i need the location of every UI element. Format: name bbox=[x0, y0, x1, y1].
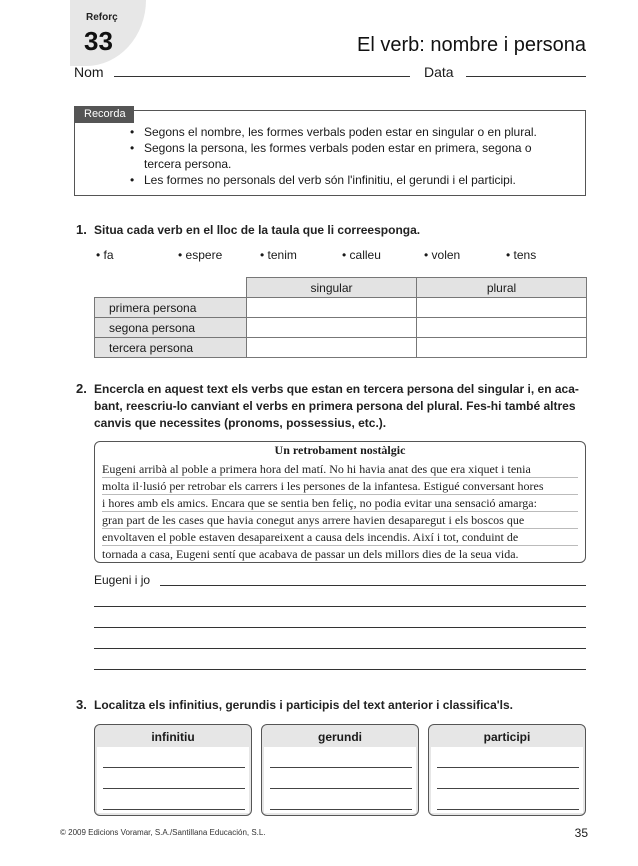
copyright: © 2009 Edicions Voramar, S.A./Santillana Educación, S.L. bbox=[60, 828, 266, 837]
recorda-item: • Segons el nombre, les formes verbals poden estar en singular o en plural. bbox=[130, 124, 570, 140]
recorda-list bbox=[130, 124, 570, 188]
date-field[interactable] bbox=[466, 76, 586, 77]
reading-line: Eugeni arribà al poble a primera hora del matí. No hi havia anat des que era xiquet i tenia bbox=[102, 461, 578, 478]
page-title: El verb: nombre i persona bbox=[356, 34, 586, 56]
write-prefix: Eugeni i jo bbox=[94, 573, 151, 587]
name-label: Nom bbox=[74, 64, 104, 80]
answer-line[interactable] bbox=[103, 788, 245, 789]
recorda-item: • Segons la persona, les formes verbals poden estar en primera, segona o tercera persona. bbox=[130, 140, 570, 172]
answer-line[interactable] bbox=[437, 788, 579, 789]
chapter-label: Reforç bbox=[86, 12, 118, 23]
answer-line[interactable] bbox=[270, 809, 412, 810]
conjugation-table bbox=[94, 277, 587, 358]
category-header: gerundi bbox=[318, 730, 362, 744]
recorda-item: • Les formes no personals del verb són l'infinitiu, el gerundi i el participi. bbox=[130, 172, 570, 188]
exercise-2-instruction bbox=[94, 381, 579, 432]
category-header: participi bbox=[483, 730, 531, 744]
verb-item: • fa bbox=[96, 248, 114, 262]
answer-line[interactable] bbox=[94, 627, 586, 628]
column-header: singular bbox=[247, 278, 417, 298]
verb-item: • tens bbox=[506, 248, 537, 262]
instruction-line: bant, reescriu-lo canviant el verbs en primera persona del plural. Fes-hi també altres bbox=[94, 399, 576, 413]
reading-line: gran part de les cases que havia conegut anys arrere havien desaparegut i els boscos que bbox=[102, 512, 578, 529]
answer-line[interactable] bbox=[103, 767, 245, 768]
table-cell[interactable] bbox=[417, 318, 587, 338]
verb-item: • calleu bbox=[342, 248, 381, 262]
answer-line[interactable] bbox=[437, 809, 579, 810]
verb-item: • volen bbox=[424, 248, 461, 262]
answer-line[interactable] bbox=[160, 585, 586, 586]
table-cell[interactable] bbox=[417, 298, 587, 318]
page-number: 35 bbox=[574, 826, 588, 840]
exercise-2-number: 2. bbox=[76, 381, 87, 396]
instruction-line: Encercla en aquest text els verbs que estan en tercera persona del singular i, en aca- bbox=[94, 382, 579, 396]
reading-line: envoltaven el poble estaven desapareixent a causa dels incendis. Així i tot, conduint de bbox=[102, 529, 578, 546]
reading-line: i hores amb els amics. Encara que se sentia ben feliç, no podia evitar una sensació amarga: bbox=[102, 495, 578, 512]
answer-line[interactable] bbox=[437, 767, 579, 768]
reading-text bbox=[102, 461, 578, 562]
verb-item: • tenim bbox=[260, 248, 297, 262]
answer-line[interactable] bbox=[270, 767, 412, 768]
category-header: infinitiu bbox=[151, 730, 195, 744]
exercise-1-instruction: Situa cada verb en el lloc de la taula que li correesponga. bbox=[94, 223, 421, 237]
reading-line: molta il·lusió per retrobar els carrers i les persones de la infantesa. Estigué conversant hores bbox=[102, 478, 578, 495]
recorda-tag: Recorda bbox=[74, 106, 134, 123]
answer-line[interactable] bbox=[94, 606, 586, 607]
exercise-3-number: 3. bbox=[76, 697, 87, 712]
exercise-3-instruction: Localitza els infinitius, gerundis i participis del text anterior i classifica'ls. bbox=[94, 698, 513, 712]
table-cell[interactable] bbox=[247, 318, 417, 338]
date-label: Data bbox=[424, 64, 454, 80]
exercise-1-number: 1. bbox=[76, 222, 87, 237]
table-cell[interactable] bbox=[247, 298, 417, 318]
name-field[interactable] bbox=[114, 76, 410, 77]
answer-line[interactable] bbox=[94, 669, 586, 670]
table-cell[interactable] bbox=[247, 338, 417, 358]
answer-line[interactable] bbox=[94, 648, 586, 649]
reading-line: tornada a casa, Eugeni sentí que acabava de passar un dels millors dies de la seua vida. bbox=[102, 547, 519, 561]
row-header: segona persona bbox=[95, 318, 247, 338]
row-header: primera persona bbox=[95, 298, 247, 318]
column-header: plural bbox=[417, 278, 587, 298]
instruction-line: canvis que necessites (pronoms, possessius, etc.). bbox=[94, 416, 387, 430]
chapter-number: 33 bbox=[84, 26, 113, 56]
row-header: tercera persona bbox=[95, 338, 247, 358]
reading-title: Un retrobament nostàlgic bbox=[274, 443, 406, 457]
verb-item: • espere bbox=[178, 248, 223, 262]
answer-line[interactable] bbox=[103, 809, 245, 810]
answer-line[interactable] bbox=[270, 788, 412, 789]
table-cell[interactable] bbox=[417, 338, 587, 358]
